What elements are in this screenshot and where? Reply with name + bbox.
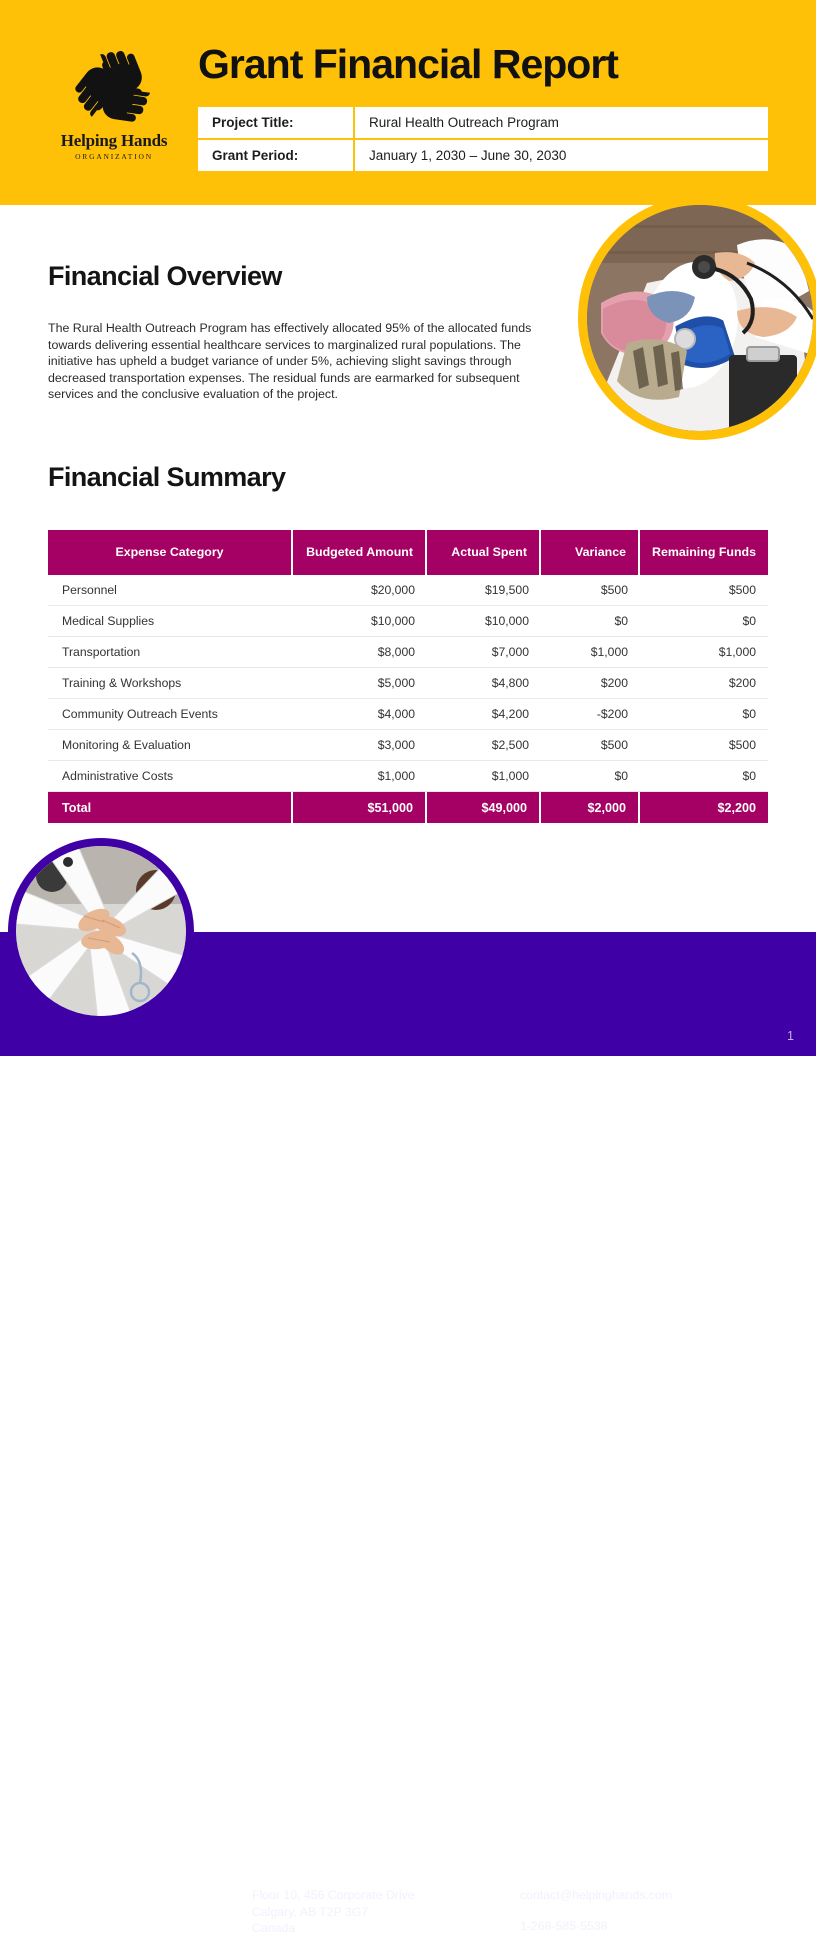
cell-actual-spent: $7,000 <box>427 637 541 668</box>
cell-remaining-funds: $0 <box>640 606 768 637</box>
cell-budgeted-amount: $4,000 <box>293 699 427 730</box>
cell-expense-category: Transportation <box>48 637 293 668</box>
footer-contact-block <box>485 1884 672 1937</box>
cell-budgeted-amount: $3,000 <box>293 730 427 761</box>
total-cell-budgeted-amount: $51,000 <box>293 792 427 823</box>
address-line-3: Canada <box>252 1921 296 1935</box>
table-row <box>198 107 768 139</box>
cell-variance: $0 <box>541 761 640 792</box>
total-cell-remaining-funds: $2,200 <box>640 792 768 823</box>
nurse-blood-pressure-illustration <box>587 205 813 431</box>
cell-actual-spent: $1,000 <box>427 761 541 792</box>
column-header-remaining-funds: Remaining Funds <box>640 530 768 575</box>
cell-remaining-funds: $0 <box>640 699 768 730</box>
logo-wordmark: Helping Hands <box>60 131 168 150</box>
total-cell-variance: $2,000 <box>541 792 640 823</box>
cell-remaining-funds: $500 <box>640 730 768 761</box>
table-row <box>48 606 768 637</box>
table-header-row <box>48 530 768 575</box>
cell-variance: $1,000 <box>541 637 640 668</box>
total-cell-expense-category: Total <box>48 792 293 823</box>
financial-summary-heading: Financial Summary <box>48 462 286 492</box>
cell-variance: $200 <box>541 668 640 699</box>
cell-budgeted-amount: $1,000 <box>293 761 427 792</box>
grant-period-label: Grant Period: <box>198 139 354 171</box>
cell-variance: -$200 <box>541 699 640 730</box>
table-row <box>48 668 768 699</box>
cell-expense-category: Community Outreach Events <box>48 699 293 730</box>
envelope-icon <box>485 1884 507 1906</box>
page-header <box>0 0 816 205</box>
financial-overview-heading: Financial Overview <box>48 261 282 291</box>
cell-actual-spent: $2,500 <box>427 730 541 761</box>
column-header-actual-spent: Actual Spent <box>427 530 541 575</box>
team-hands-illustration <box>16 846 186 1016</box>
total-cell-actual-spent: $49,000 <box>427 792 541 823</box>
column-header-budgeted-amount: Budgeted Amount <box>293 530 427 575</box>
footer-photo <box>8 838 194 1024</box>
hero-photo <box>578 196 816 440</box>
cell-variance: $0 <box>541 606 640 637</box>
cell-remaining-funds: $0 <box>640 761 768 792</box>
address-line-2: Calgary, AB T2P 3G7 <box>252 1904 369 1919</box>
table-row <box>48 761 768 792</box>
table-row <box>198 139 768 171</box>
table-row <box>48 730 768 761</box>
financial-overview-text: The Rural Health Outreach Program has effectively allocated 95% of the allocated funds towards delivering essential healthcare services to marginalized rural populations. The initiative has upheld a budget variance of under 5%, achieving slight savings through decreased transportation expenses. The residual funds are earmarked for subsequent services and the conclusive evaluation of the project. <box>48 321 532 402</box>
cell-budgeted-amount: $8,000 <box>293 637 427 668</box>
cell-remaining-funds: $200 <box>640 668 768 699</box>
email-row[interactable] <box>485 1884 672 1906</box>
cell-actual-spent: $4,800 <box>427 668 541 699</box>
cell-expense-category: Administrative Costs <box>48 761 293 792</box>
cell-budgeted-amount: $10,000 <box>293 606 427 637</box>
three-hands-icon <box>72 46 156 130</box>
cell-expense-category: Medical Supplies <box>48 606 293 637</box>
grant-period-value: January 1, 2030 – June 30, 2030 <box>354 139 768 171</box>
email-value: contact@helpinghands.com <box>520 1887 672 1902</box>
project-title-label: Project Title: <box>198 107 354 139</box>
cell-budgeted-amount: $20,000 <box>293 575 427 606</box>
column-header-expense-category: Expense Category <box>48 530 293 575</box>
phone-row[interactable] <box>485 1915 608 1937</box>
financial-summary-table <box>48 530 768 823</box>
cell-expense-category: Training & Workshops <box>48 668 293 699</box>
table-total-row <box>48 792 768 823</box>
phone-value: 1-268-585-5538 <box>520 1918 608 1933</box>
cell-remaining-funds: $500 <box>640 575 768 606</box>
page-title: Grant Financial Report <box>198 41 618 87</box>
project-info-table <box>198 107 768 171</box>
cell-actual-spent: $4,200 <box>427 699 541 730</box>
cell-actual-spent: $19,500 <box>427 575 541 606</box>
table-row <box>48 637 768 668</box>
project-title-value: Rural Health Outreach Program <box>354 107 768 139</box>
address-line-1: Floor 10, 456 Corporate Drive <box>252 1888 415 1902</box>
cell-variance: $500 <box>541 730 640 761</box>
cell-expense-category: Monitoring & Evaluation <box>48 730 293 761</box>
logo-subtitle: ORGANIZATION <box>75 152 153 161</box>
cell-expense-category: Personnel <box>48 575 293 606</box>
cell-budgeted-amount: $5,000 <box>293 668 427 699</box>
table-row <box>48 699 768 730</box>
footer-address-block <box>218 1887 415 1937</box>
column-header-variance: Variance <box>541 530 640 575</box>
cell-actual-spent: $10,000 <box>427 606 541 637</box>
table-row <box>48 575 768 606</box>
organization-logo <box>55 46 173 176</box>
location-pin-icon <box>218 1887 240 1909</box>
cell-variance: $500 <box>541 575 640 606</box>
phone-icon <box>485 1915 507 1937</box>
page-number: 1 <box>787 1029 794 1043</box>
cell-remaining-funds: $1,000 <box>640 637 768 668</box>
